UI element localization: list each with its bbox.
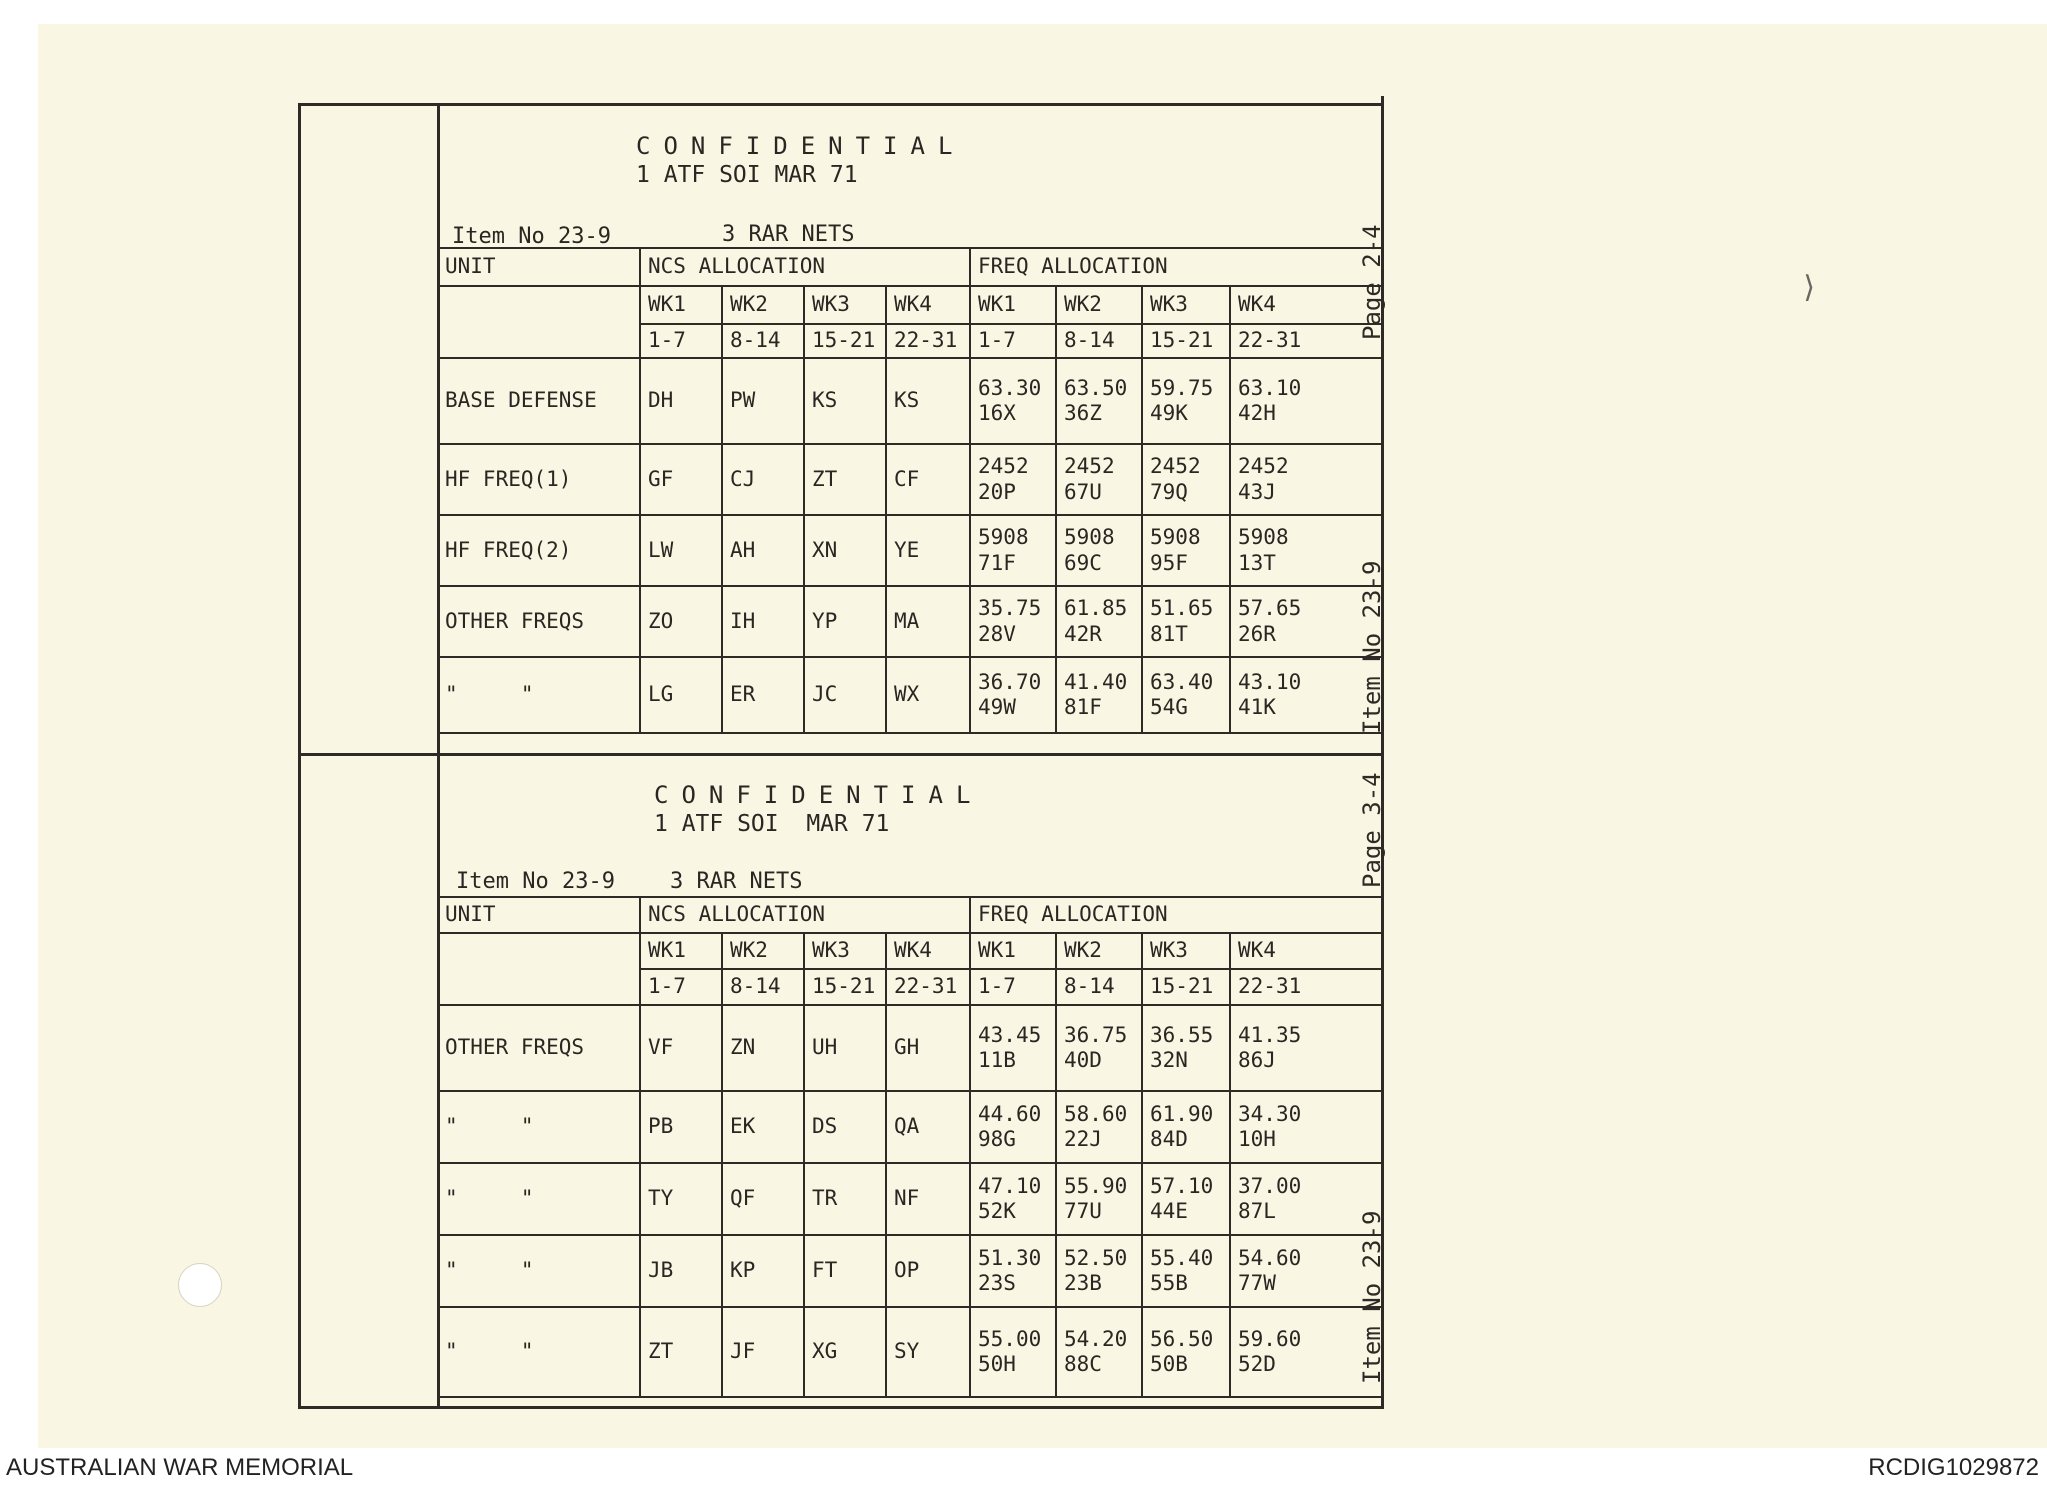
item-number-side-label: Item No 23-9	[1358, 560, 1386, 734]
freq-week-header: WK3	[1142, 286, 1230, 324]
freq-range-header: 1-7	[970, 969, 1056, 1005]
frequency-value: 2452	[978, 454, 1029, 479]
ncs-allocation-header: NCS ALLOCATION	[640, 897, 970, 933]
ncs-callsign-cell: JB	[640, 1235, 722, 1307]
frequency-value: 63.40	[1150, 669, 1214, 694]
frequency-value: 5908	[1150, 525, 1201, 550]
freq-cell	[1230, 444, 1382, 515]
frequency-value: 2452	[1064, 454, 1115, 479]
unit-cell: BASE DEFENSE	[438, 358, 640, 444]
sheet-page-2	[438, 106, 1386, 752]
table-row	[438, 1091, 1382, 1163]
ncs-week-header: WK4	[886, 933, 970, 969]
table-row	[438, 358, 1382, 444]
frequency-value: 54.60	[1238, 1245, 1302, 1270]
frequency-value: 34.30	[1238, 1101, 1302, 1126]
ncs-callsign-cell: XN	[804, 515, 886, 586]
ncs-callsign-cell: ZN	[722, 1005, 804, 1091]
table-row	[438, 1307, 1382, 1397]
freq-cell	[970, 657, 1056, 733]
frequency-code: 87L	[1238, 1199, 1276, 1223]
freq-week-header: WK4	[1230, 286, 1382, 324]
frequency-value: 55.00	[978, 1326, 1042, 1351]
ncs-callsign-cell: AH	[722, 515, 804, 586]
table-row	[438, 515, 1382, 586]
freq-cell	[1230, 1005, 1382, 1091]
freq-cell	[970, 1005, 1056, 1091]
ncs-callsign-cell: CF	[886, 444, 970, 515]
frequency-code: 54G	[1150, 695, 1188, 719]
freq-cell	[1142, 515, 1230, 586]
frequency-value: 2452	[1150, 454, 1201, 479]
ncs-week-header: WK3	[804, 286, 886, 324]
freq-range-header: 8-14	[1056, 969, 1142, 1005]
frequency-value: 36.70	[978, 669, 1042, 694]
frequency-value: 2452	[1238, 454, 1289, 479]
unit-cell: " "	[438, 1163, 640, 1235]
margin-mark: ⟩	[1800, 270, 1819, 305]
frequency-code: 50B	[1150, 1352, 1188, 1376]
page-3-rows	[438, 1005, 1382, 1397]
ncs-callsign-cell: GH	[886, 1005, 970, 1091]
allocation-table	[438, 896, 1383, 1398]
freq-range-header: 15-21	[1142, 969, 1230, 1005]
frequency-code: 10H	[1238, 1127, 1276, 1151]
freq-cell	[1142, 1005, 1230, 1091]
freq-week-header: WK1	[970, 286, 1056, 324]
freq-range-header: 15-21	[1142, 324, 1230, 358]
unit-header-blank	[438, 286, 640, 358]
freq-range-header: 8-14	[1056, 324, 1142, 358]
frequency-code: 49K	[1150, 401, 1188, 425]
freq-cell	[1056, 657, 1142, 733]
frequency-value: 51.30	[978, 1245, 1042, 1270]
ncs-callsign-cell: LW	[640, 515, 722, 586]
ncs-callsign-cell: PB	[640, 1091, 722, 1163]
ncs-callsign-cell: GF	[640, 444, 722, 515]
ncs-range-header: 1-7	[640, 969, 722, 1005]
freq-cell	[1142, 1307, 1230, 1397]
ncs-range-header: 8-14	[722, 969, 804, 1005]
freq-cell	[970, 1307, 1056, 1397]
frequency-value: 61.90	[1150, 1101, 1214, 1126]
frequency-value: 5908	[1064, 525, 1115, 550]
frequency-code: 23B	[1064, 1271, 1102, 1295]
unit-header: UNIT	[438, 897, 640, 933]
freq-cell	[970, 1091, 1056, 1163]
freq-week-header: WK4	[1230, 933, 1382, 969]
frequency-code: 20P	[978, 479, 1016, 504]
ncs-callsign-cell: CJ	[722, 444, 804, 515]
ncs-callsign-cell: JF	[722, 1307, 804, 1397]
soi-subtitle: 1 ATF SOI MAR 71	[654, 811, 890, 837]
ncs-callsign-cell: UH	[804, 1005, 886, 1091]
frequency-code: 69C	[1064, 550, 1102, 575]
table-row	[438, 444, 1382, 515]
frequency-code: 16X	[978, 401, 1016, 425]
freq-cell	[1056, 1235, 1142, 1307]
ncs-callsign-cell: WX	[886, 657, 970, 733]
ncs-range-header: 15-21	[804, 969, 886, 1005]
ncs-callsign-cell: TR	[804, 1163, 886, 1235]
frequency-code: 77U	[1064, 1199, 1102, 1223]
page-number-label: Page 3-4	[1358, 772, 1386, 888]
ncs-callsign-cell: JC	[804, 657, 886, 733]
freq-cell	[970, 1235, 1056, 1307]
ncs-callsign-cell: DH	[640, 358, 722, 444]
unit-cell: " "	[438, 1235, 640, 1307]
freq-cell	[970, 586, 1056, 657]
table-row	[438, 1005, 1382, 1091]
frequency-value: 43.10	[1238, 669, 1302, 694]
frequency-code: 32N	[1150, 1048, 1188, 1072]
frequency-code: 81F	[1064, 695, 1102, 719]
table-row	[438, 1163, 1382, 1235]
ncs-callsign-cell: PW	[722, 358, 804, 444]
item-number-side-label: Item No 23-9	[1358, 1210, 1386, 1384]
frequency-code: 55B	[1150, 1271, 1188, 1295]
ncs-week-header: WK2	[722, 286, 804, 324]
freq-week-header: WK2	[1056, 933, 1142, 969]
ncs-callsign-cell: ZT	[640, 1307, 722, 1397]
page-2-rows	[438, 358, 1382, 733]
freq-week-header: WK1	[970, 933, 1056, 969]
footer-publisher: AUSTRALIAN WAR MEMORIAL	[6, 1454, 354, 1481]
frequency-value: 61.85	[1064, 596, 1128, 621]
frequency-value: 63.30	[978, 375, 1042, 400]
frequency-code: 71F	[978, 550, 1016, 575]
frequency-code: 86J	[1238, 1048, 1276, 1072]
freq-cell	[1142, 1163, 1230, 1235]
ncs-callsign-cell: YP	[804, 586, 886, 657]
frequency-value: 36.75	[1064, 1022, 1128, 1047]
frequency-value: 5908	[1238, 525, 1289, 550]
confidential-heading: CONFIDENTIAL	[654, 781, 984, 809]
ncs-callsign-cell: DS	[804, 1091, 886, 1163]
ncs-callsign-cell: NF	[886, 1163, 970, 1235]
ncs-callsign-cell: KS	[886, 358, 970, 444]
frequency-code: 98G	[978, 1127, 1016, 1151]
frequency-value: 59.60	[1238, 1326, 1302, 1351]
frequency-value: 56.50	[1150, 1326, 1214, 1351]
nets-title: 3 RAR NETS	[722, 222, 855, 247]
freq-cell	[1142, 444, 1230, 515]
unit-cell: " "	[438, 1091, 640, 1163]
frame-left-line	[298, 103, 301, 1409]
frequency-code: 40D	[1064, 1048, 1102, 1072]
freq-range-header: 1-7	[970, 324, 1056, 358]
ncs-week-header: WK1	[640, 933, 722, 969]
ncs-callsign-cell: QA	[886, 1091, 970, 1163]
frequency-code: 26R	[1238, 621, 1276, 646]
frequency-code: 52K	[978, 1199, 1016, 1223]
freq-allocation-header: FREQ ALLOCATION	[970, 248, 1382, 286]
freq-cell	[970, 515, 1056, 586]
freq-cell	[1230, 358, 1382, 444]
frequency-code: 41K	[1238, 695, 1276, 719]
frame-bottom-line	[298, 1406, 1384, 1409]
frequency-code: 50H	[978, 1352, 1016, 1376]
ncs-callsign-cell: KS	[804, 358, 886, 444]
table-row	[438, 586, 1382, 657]
footer-record-id: RCDIG1029872	[1868, 1454, 2039, 1481]
item-number: Item No 23-9	[456, 869, 615, 894]
ncs-callsign-cell: EK	[722, 1091, 804, 1163]
ncs-callsign-cell: KP	[722, 1235, 804, 1307]
freq-cell	[1056, 444, 1142, 515]
ncs-callsign-cell: ZO	[640, 586, 722, 657]
frequency-value: 44.60	[978, 1101, 1042, 1126]
ncs-callsign-cell: YE	[886, 515, 970, 586]
ncs-week-header: WK3	[804, 933, 886, 969]
freq-cell	[1142, 1235, 1230, 1307]
frequency-value: 57.10	[1150, 1173, 1214, 1198]
freq-week-header: WK2	[1056, 286, 1142, 324]
confidential-heading: CONFIDENTIAL	[636, 132, 966, 160]
freq-cell	[970, 358, 1056, 444]
frequency-value: 37.00	[1238, 1173, 1302, 1198]
freq-cell	[1142, 657, 1230, 733]
frequency-value: 55.40	[1150, 1245, 1214, 1270]
frequency-value: 52.50	[1064, 1245, 1128, 1270]
ncs-callsign-cell: TY	[640, 1163, 722, 1235]
frequency-code: 77W	[1238, 1271, 1276, 1295]
ncs-range-header: 8-14	[722, 324, 804, 358]
frequency-value: 35.75	[978, 596, 1042, 621]
frequency-code: 81T	[1150, 621, 1188, 646]
unit-cell: OTHER FREQS	[438, 586, 640, 657]
freq-range-header: 22-31	[1230, 969, 1382, 1005]
freq-cell	[1056, 358, 1142, 444]
unit-cell: HF FREQ(2)	[438, 515, 640, 586]
frequency-code: 49W	[978, 695, 1016, 719]
ncs-callsign-cell: ZT	[804, 444, 886, 515]
freq-range-header: 22-31	[1230, 324, 1382, 358]
unit-header: UNIT	[438, 248, 640, 286]
soi-subtitle: 1 ATF SOI MAR 71	[636, 162, 858, 188]
frequency-code: 84D	[1150, 1127, 1188, 1151]
frequency-value: 43.45	[978, 1022, 1042, 1047]
frequency-code: 42H	[1238, 401, 1276, 425]
unit-cell: " "	[438, 657, 640, 733]
freq-cell	[1056, 586, 1142, 657]
ncs-callsign-cell: LG	[640, 657, 722, 733]
ncs-callsign-cell: FT	[804, 1235, 886, 1307]
freq-cell	[1142, 358, 1230, 444]
freq-cell	[1056, 1091, 1142, 1163]
frequency-value: 55.90	[1064, 1173, 1128, 1198]
frequency-value: 63.10	[1238, 375, 1302, 400]
frequency-value: 51.65	[1150, 596, 1214, 621]
punch-hole	[178, 1263, 222, 1307]
frequency-code: 88C	[1064, 1352, 1102, 1376]
unit-header-blank	[438, 933, 640, 1005]
ncs-range-header: 15-21	[804, 324, 886, 358]
freq-week-header: WK3	[1142, 933, 1230, 969]
unit-cell: OTHER FREQS	[438, 1005, 640, 1091]
ncs-range-header: 22-31	[886, 969, 970, 1005]
ncs-range-header: 1-7	[640, 324, 722, 358]
frequency-value: 58.60	[1064, 1101, 1128, 1126]
ncs-allocation-header: NCS ALLOCATION	[640, 248, 970, 286]
frequency-code: 11B	[978, 1048, 1016, 1072]
nets-title: 3 RAR NETS	[670, 869, 803, 894]
ncs-callsign-cell: ER	[722, 657, 804, 733]
freq-cell	[970, 444, 1056, 515]
frequency-code: 79Q	[1150, 479, 1188, 504]
ncs-week-header: WK4	[886, 286, 970, 324]
frequency-code: 42R	[1064, 621, 1102, 646]
freq-cell	[1056, 1307, 1142, 1397]
footer	[0, 1452, 2047, 1484]
freq-cell	[1230, 1091, 1382, 1163]
frequency-code: 22J	[1064, 1127, 1102, 1151]
ncs-callsign-cell: VF	[640, 1005, 722, 1091]
item-number: Item No 23-9	[452, 224, 611, 249]
ncs-callsign-cell: OP	[886, 1235, 970, 1307]
frequency-code: 23S	[978, 1271, 1016, 1295]
frequency-value: 41.40	[1064, 669, 1128, 694]
frequency-code: 43J	[1238, 479, 1276, 504]
freq-cell	[1056, 1163, 1142, 1235]
frequency-code: 28V	[978, 621, 1016, 646]
frequency-value: 54.20	[1064, 1326, 1128, 1351]
ncs-range-header: 22-31	[886, 324, 970, 358]
table-row	[438, 657, 1382, 733]
ncs-callsign-cell: MA	[886, 586, 970, 657]
freq-cell	[1142, 586, 1230, 657]
freq-cell	[1142, 1091, 1230, 1163]
frequency-value: 63.50	[1064, 375, 1128, 400]
freq-allocation-header: FREQ ALLOCATION	[970, 897, 1382, 933]
ncs-week-header: WK2	[722, 933, 804, 969]
unit-cell: HF FREQ(1)	[438, 444, 640, 515]
ncs-callsign-cell: IH	[722, 586, 804, 657]
ncs-callsign-cell: XG	[804, 1307, 886, 1397]
freq-cell	[970, 1163, 1056, 1235]
ncs-week-header: WK1	[640, 286, 722, 324]
frequency-value: 36.55	[1150, 1022, 1214, 1047]
frequency-code: 67U	[1064, 479, 1102, 504]
frequency-value: 57.65	[1238, 596, 1302, 621]
freq-cell	[1056, 515, 1142, 586]
ncs-callsign-cell: SY	[886, 1307, 970, 1397]
table-row	[438, 1235, 1382, 1307]
allocation-table	[438, 247, 1383, 734]
freq-cell	[1056, 1005, 1142, 1091]
sheet-page-3	[438, 756, 1386, 1406]
frequency-code: 52D	[1238, 1352, 1276, 1376]
frequency-value: 47.10	[978, 1173, 1042, 1198]
frequency-code: 44E	[1150, 1199, 1188, 1223]
frequency-value: 59.75	[1150, 375, 1214, 400]
frequency-value: 41.35	[1238, 1022, 1302, 1047]
ncs-callsign-cell: QF	[722, 1163, 804, 1235]
frequency-code: 13T	[1238, 550, 1276, 575]
unit-cell: " "	[438, 1307, 640, 1397]
frequency-code: 95F	[1150, 550, 1188, 575]
frequency-value: 5908	[978, 525, 1029, 550]
frequency-code: 36Z	[1064, 401, 1102, 425]
page-number-label: Page 2-4	[1358, 224, 1386, 340]
